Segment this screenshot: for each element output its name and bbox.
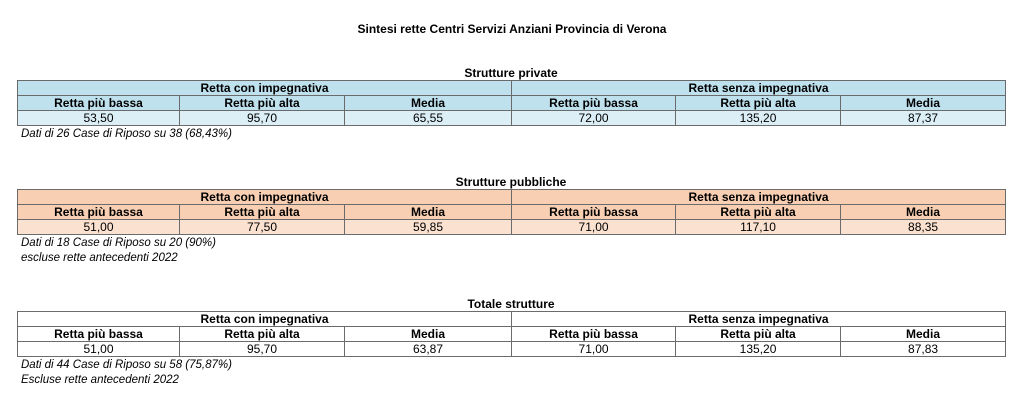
value-cell: 87,83 <box>841 342 1006 357</box>
col-header-high: Retta più alta <box>180 96 345 111</box>
section-title-public: Strutture pubbliche <box>455 175 567 189</box>
value-cell: 77,50 <box>180 220 345 235</box>
document-title: Sintesi rette Centri Servizi Anziani Provincia di Verona <box>357 22 667 36</box>
value-cell: 71,00 <box>512 342 676 357</box>
note-public-2: escluse rette antecedenti 2022 <box>21 252 178 264</box>
col-header-high: Retta più alta <box>676 96 841 111</box>
col-header-avg: Media <box>841 96 1006 111</box>
section-title-private: Strutture private <box>464 66 558 80</box>
section-total <box>17 297 1005 388</box>
value-cell: 88,35 <box>841 220 1006 235</box>
note-public-1: Dati di 18 Case di Riposo su 20 (90%) <box>21 237 216 249</box>
value-cell: 53,50 <box>18 111 180 126</box>
value-cell: 71,00 <box>512 220 676 235</box>
table-row <box>18 220 1006 235</box>
group-header-without: Retta senza impegnativa <box>512 312 1006 327</box>
group-header-with: Retta con impegnativa <box>18 190 512 205</box>
col-header-low: Retta più bassa <box>512 327 676 342</box>
value-cell: 51,00 <box>18 220 180 235</box>
value-cell: 63,87 <box>345 342 512 357</box>
group-header-without: Retta senza impegnativa <box>512 81 1006 96</box>
col-header-avg: Media <box>345 205 512 220</box>
value-cell: 65,55 <box>345 111 512 126</box>
col-header-avg: Media <box>841 205 1006 220</box>
col-header-low: Retta più bassa <box>18 205 180 220</box>
col-header-high: Retta più alta <box>180 205 345 220</box>
col-header-low: Retta più bassa <box>18 96 180 111</box>
value-cell: 87,37 <box>841 111 1006 126</box>
col-header-high: Retta più alta <box>676 327 841 342</box>
section-title-total: Totale strutture <box>467 297 555 311</box>
col-header-high: Retta più alta <box>180 327 345 342</box>
table-row <box>18 111 1006 126</box>
col-header-avg: Media <box>345 96 512 111</box>
table-public <box>17 189 1006 235</box>
value-cell: 72,00 <box>512 111 676 126</box>
value-cell: 95,70 <box>180 111 345 126</box>
table-row <box>18 342 1006 357</box>
value-cell: 135,20 <box>676 111 841 126</box>
value-cell: 51,00 <box>18 342 180 357</box>
value-cell: 95,70 <box>180 342 345 357</box>
section-public <box>17 175 1005 266</box>
col-header-low: Retta più bassa <box>18 327 180 342</box>
group-header-with: Retta con impegnativa <box>18 312 512 327</box>
value-cell: 117,10 <box>676 220 841 235</box>
group-header-without: Retta senza impegnativa <box>512 190 1006 205</box>
group-header-with: Retta con impegnativa <box>18 81 512 96</box>
table-private <box>17 80 1006 126</box>
section-private <box>17 66 1005 142</box>
value-cell: 135,20 <box>676 342 841 357</box>
col-header-avg: Media <box>345 327 512 342</box>
col-header-low: Retta più bassa <box>512 96 676 111</box>
col-header-avg: Media <box>841 327 1006 342</box>
note-total-2: Escluse rette antecedenti 2022 <box>21 374 179 386</box>
col-header-high: Retta più alta <box>676 205 841 220</box>
note-total-1: Dati di 44 Case di Riposo su 58 (75,87%) <box>21 359 232 371</box>
note-private: Dati di 26 Case di Riposo su 38 (68,43%) <box>21 128 232 140</box>
table-total <box>17 311 1006 357</box>
col-header-low: Retta più bassa <box>512 205 676 220</box>
value-cell: 59,85 <box>345 220 512 235</box>
